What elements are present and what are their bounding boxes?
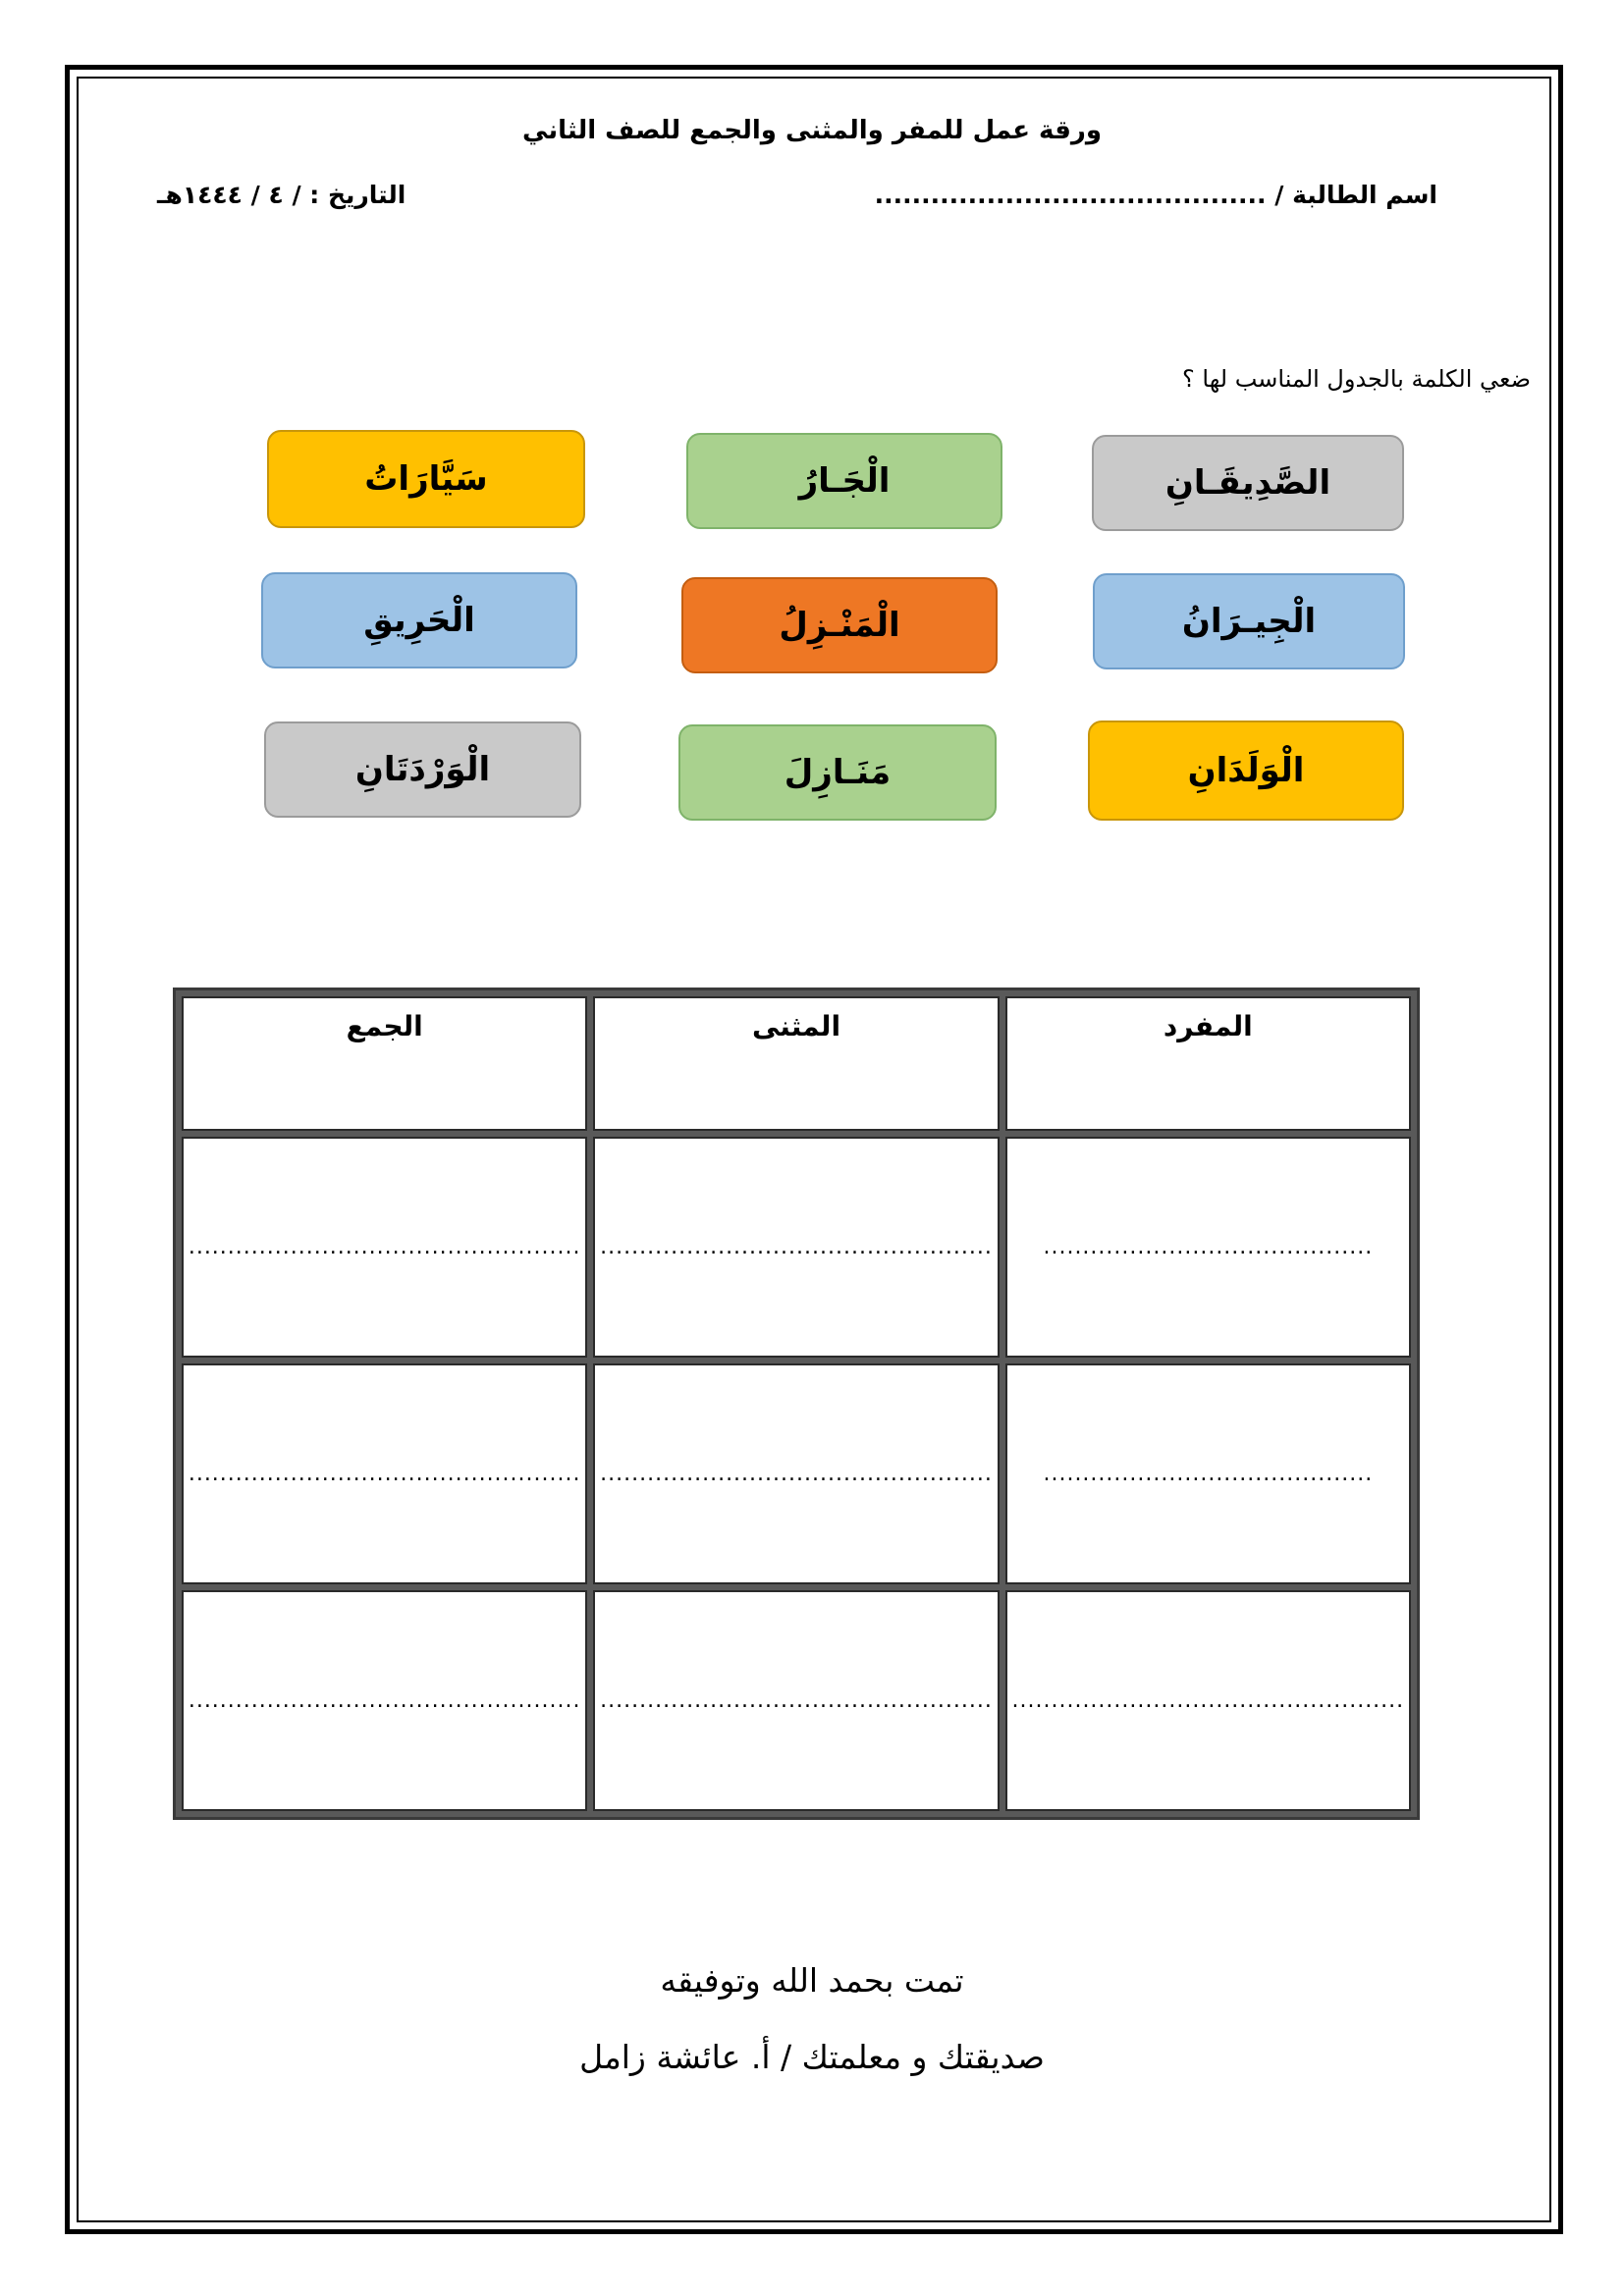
classification-table — [173, 988, 1420, 1820]
word-box-3[interactable]: سَيَّارَاتُ — [267, 430, 585, 528]
answer-cell[interactable]: .................................................. — [1005, 1590, 1411, 1811]
student-name-field[interactable]: اسم الطالبة / .......................................... — [874, 181, 1437, 209]
word-box-7[interactable]: الْوَلَدَانِ — [1088, 721, 1404, 821]
header-dual: المثنى — [593, 996, 999, 1131]
closing-line-2: صديقتك و معلمتك / أ. عائشة زامل — [579, 2038, 1045, 2076]
answer-cell[interactable]: .......................................... — [1005, 1363, 1411, 1584]
answer-cell[interactable]: .......................................... — [1005, 1137, 1411, 1358]
word-box-6[interactable]: الْحَرِيقِ — [261, 572, 577, 668]
word-box-2[interactable]: الْجَـارُ — [686, 433, 1002, 529]
word-box-4[interactable]: الْجِيـرَانُ — [1093, 573, 1405, 669]
word-box-8[interactable]: مَنَـازِلَ — [678, 724, 997, 821]
answer-cell[interactable]: .................................................. — [593, 1363, 999, 1584]
answer-cell[interactable]: .................................................. — [182, 1590, 587, 1811]
word-box-5[interactable]: الْمَنْـزِلُ — [681, 577, 998, 673]
table-header-row — [182, 996, 1411, 1131]
word-box-9[interactable]: الْوَرْدَتَانِ — [264, 721, 581, 818]
table-row — [182, 1590, 1411, 1811]
worksheet-title: ورقة عمل للمفر والمثنى والجمع للصف الثاني — [522, 116, 1102, 145]
answer-cell[interactable]: .................................................. — [593, 1590, 999, 1811]
header-singular: المفرد — [1005, 996, 1411, 1131]
closing-line-1: تمت بحمد الله وتوفيقه — [660, 1961, 964, 2000]
date-field: التاريخ : / ٤ / ١٤٤٤هـ — [157, 181, 406, 209]
answer-cell[interactable]: .................................................. — [182, 1363, 587, 1584]
instruction-text: ضعي الكلمة بالجدول المناسب لها ؟ — [1182, 365, 1531, 393]
table-row — [182, 1363, 1411, 1584]
answer-cell[interactable]: .................................................. — [593, 1137, 999, 1358]
word-box-1[interactable]: الصَّدِيقَـانِ — [1092, 435, 1404, 531]
answer-cell[interactable]: .................................................. — [182, 1137, 587, 1358]
table-row — [182, 1137, 1411, 1358]
header-plural: الجمع — [182, 996, 587, 1131]
